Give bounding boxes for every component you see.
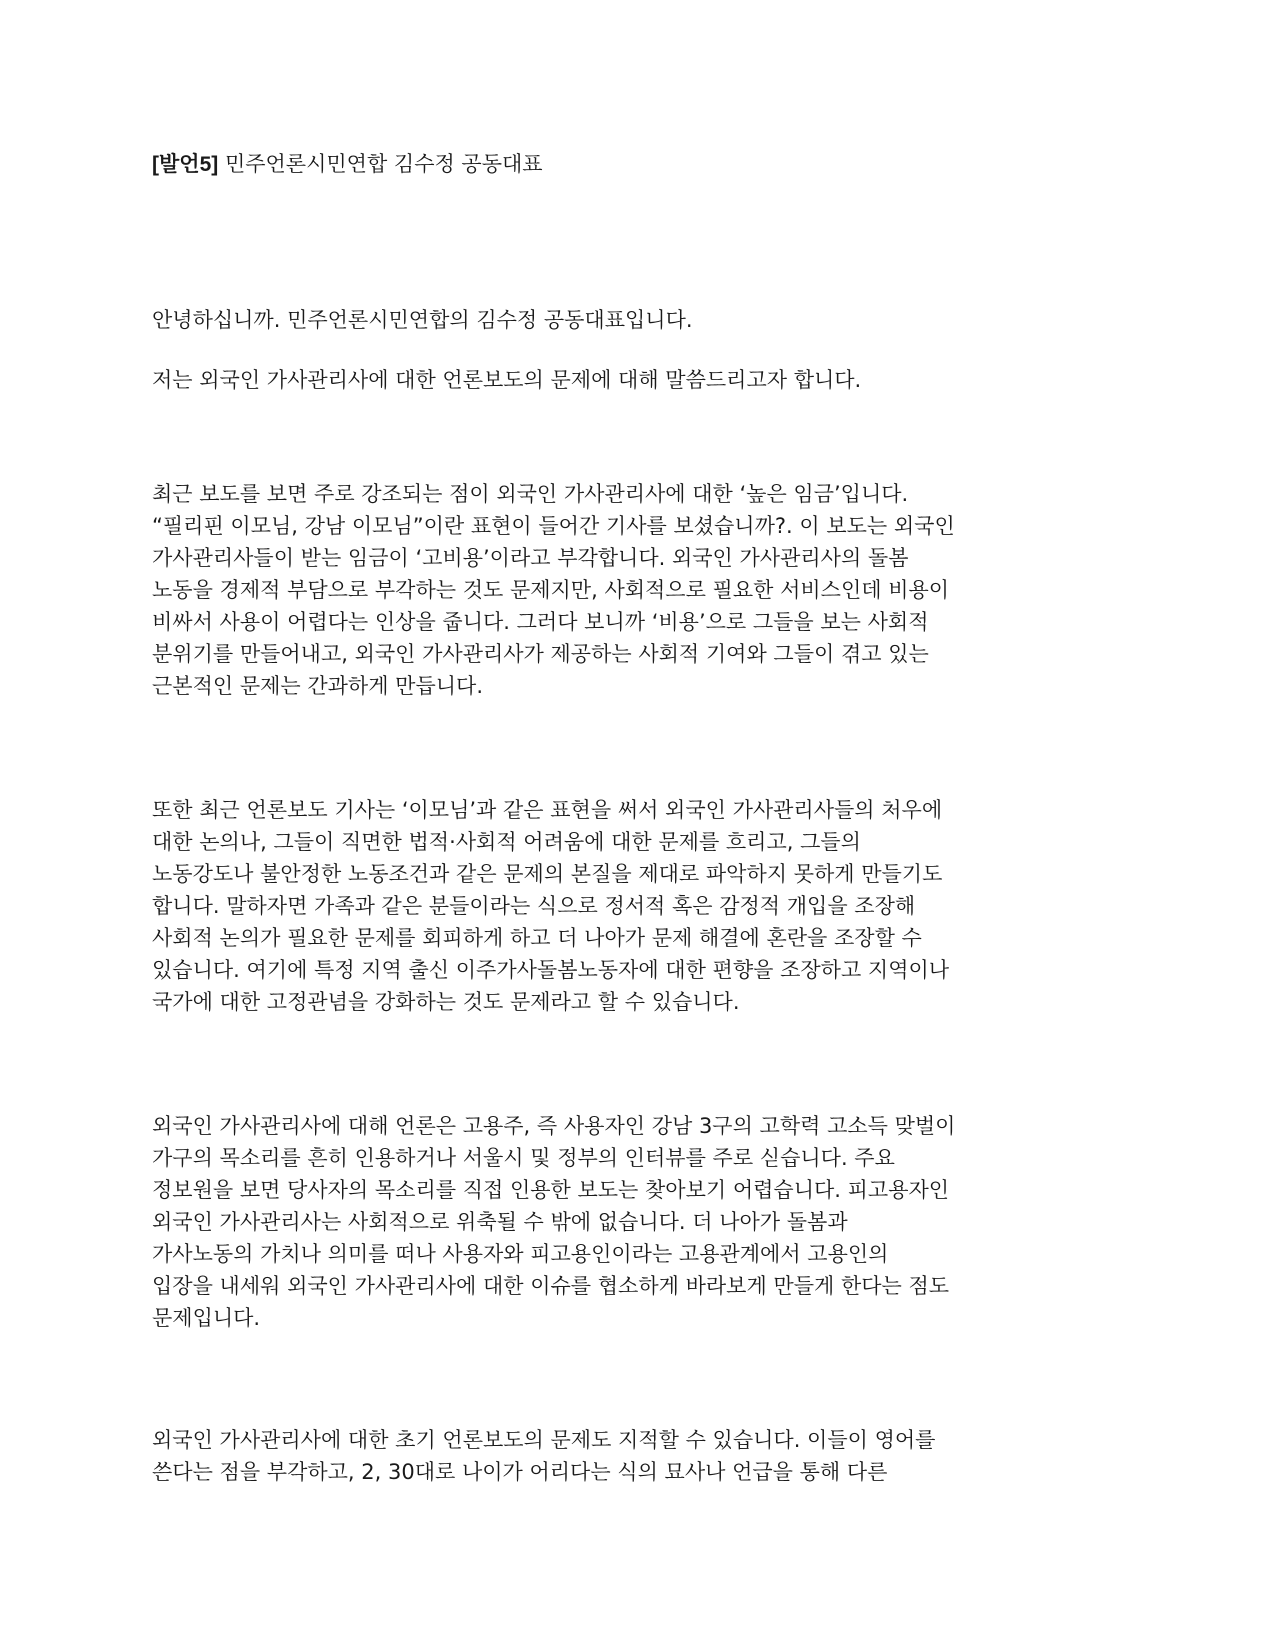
text-line: 외국인 가사관리사에 대한 초기 언론보도의 문제도 지적할 수 있습니다. 이들이 영어를 xyxy=(152,1428,936,1452)
text-line: 최근 보도를 보면 주로 강조되는 점이 외국인 가사관리사에 대한 ‘높은 임금’입니다. xyxy=(152,482,909,506)
tag-close-bracket: ] xyxy=(211,153,219,176)
text-line: 합니다. 말하자면 가족과 같은 분들이라는 식으로 정서적 혹은 감정적 개입을 조장해 xyxy=(152,894,916,918)
text-line: 비싸서 사용이 어렵다는 인상을 줍니다. 그러다 보니까 ‘비용’으로 그들을 보는 사회적 xyxy=(152,610,929,634)
speaker-title: 민주언론시민연합 김수정 공동대표 xyxy=(218,152,543,176)
paragraph-sources xyxy=(152,1110,1132,1334)
text-line: “필리핀 이모님, 강남 이모님”이란 표현이 들어간 기사를 보셨습니까?. 이 보도는 외국인 xyxy=(152,514,955,538)
paragraph-imonim xyxy=(152,794,1132,1018)
speaker-heading xyxy=(152,148,543,181)
text-line: 분위기를 만들어내고, 외국인 가사관리사가 제공하는 사회적 기여와 그들이 겪고 있는 xyxy=(152,642,929,666)
text-line: 노동강도나 불안정한 노동조건과 같은 문제의 본질을 제대로 파악하지 못하게 만들기도 xyxy=(152,862,943,886)
text-line: 가구의 목소리를 흔히 인용하거나 서울시 및 정부의 인터뷰를 주로 싣습니다. 주요 xyxy=(152,1146,895,1170)
text-line: 쓴다는 점을 부각하고, 2, 30대로 나이가 어리다는 식의 묘사나 언급을 통해 다른 xyxy=(152,1460,888,1484)
tag-word: 발언 xyxy=(159,153,200,176)
text-line: 국가에 대한 고정관념을 강화하는 것도 문제라고 할 수 있습니다. xyxy=(152,990,740,1014)
text-line: 가사노동의 가치나 의미를 떠나 사용자와 피고용인이라는 고용관계에서 고용인의 xyxy=(152,1242,889,1266)
tag-number: 5 xyxy=(199,153,212,176)
text-line: 입장을 내세워 외국인 가사관리사에 대한 이슈를 협소하게 바라보게 만들게 한다는 점도 xyxy=(152,1274,950,1298)
text-line: 문제입니다. xyxy=(152,1306,261,1330)
speech-number-tag xyxy=(152,153,218,176)
text-line: 안녕하십니까. 민주언론시민연합의 김수정 공동대표입니다. xyxy=(152,308,693,332)
text-line: 저는 외국인 가사관리사에 대한 언론보도의 문제에 대해 말씀드리고자 합니다. xyxy=(152,368,862,392)
text-line: 사회적 논의가 필요한 문제를 회피하게 하고 더 나아가 문제 해결에 혼란을 조장할 수 xyxy=(152,926,922,950)
paragraph-greeting xyxy=(152,304,1132,336)
paragraph-early-coverage xyxy=(152,1424,1132,1488)
text-line: 있습니다. 여기에 특정 지역 출신 이주가사돌봄노동자에 대한 편향을 조장하고 지역이나 xyxy=(152,958,950,982)
text-line: 근본적인 문제는 간과하게 만듭니다. xyxy=(152,674,483,698)
paragraph-wages xyxy=(152,478,1132,702)
text-line: 외국인 가사관리사는 사회적으로 위축될 수 밖에 없습니다. 더 나아가 돌봄과 xyxy=(152,1210,848,1234)
paragraph-intro xyxy=(152,364,1132,396)
text-line: 또한 최근 언론보도 기사는 ‘이모님’과 같은 표현을 써서 외국인 가사관리사들의 처우에 xyxy=(152,798,943,822)
document-page xyxy=(152,0,1132,1650)
text-line: 가사관리사들이 받는 임금이 ‘고비용’이라고 부각합니다. 외국인 가사관리사의 돌봄 xyxy=(152,546,909,570)
text-line: 정보원을 보면 당사자의 목소리를 직접 인용한 보도는 찾아보기 어렵습니다. 피고용자인 xyxy=(152,1178,950,1202)
text-line: 노동을 경제적 부담으로 부각하는 것도 문제지만, 사회적으로 필요한 서비스인데 비용이 xyxy=(152,578,950,602)
text-line: 외국인 가사관리사에 대해 언론은 고용주, 즉 사용자인 강남 3구의 고학력 고소득 맞벌이 xyxy=(152,1114,956,1138)
tag-open-bracket: [ xyxy=(152,153,159,176)
text-line: 대한 논의나, 그들이 직면한 법적·사회적 어려움에 대한 문제를 흐리고, 그들의 xyxy=(152,830,861,854)
